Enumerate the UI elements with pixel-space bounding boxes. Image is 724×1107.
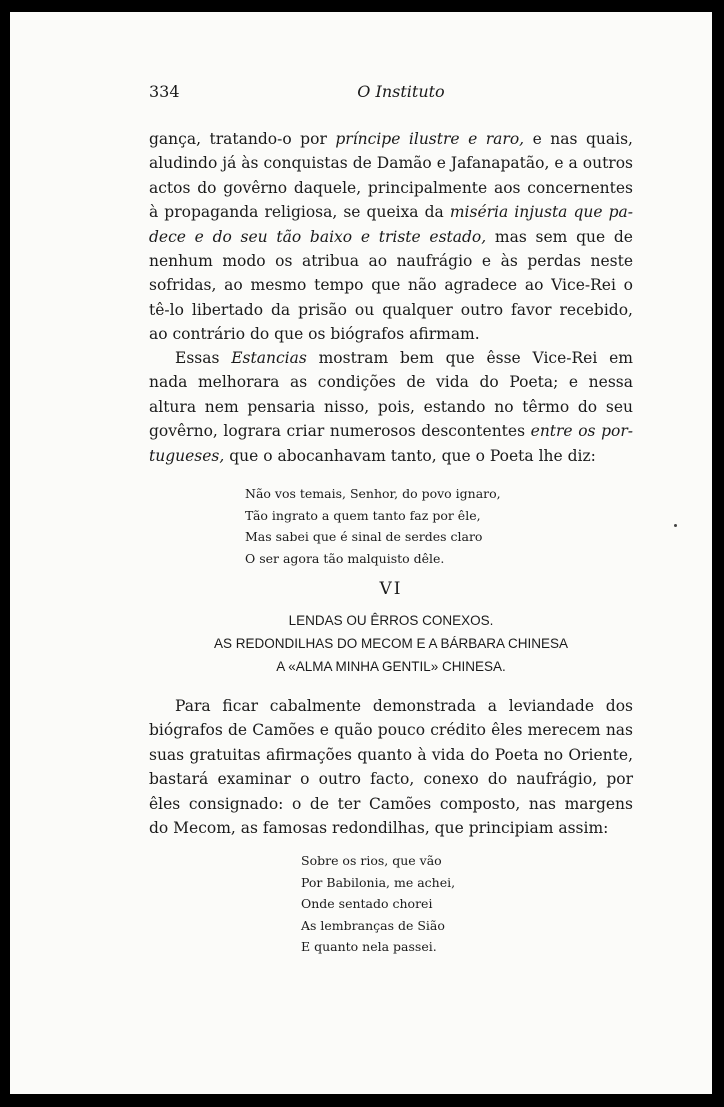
text-line	[149, 370, 633, 394]
italic-text: tugueses,	[149, 446, 225, 465]
text-line	[149, 200, 633, 224]
section-title-line: AS REDONDILHAS DO MECOM E A BÁRBARA CHINESA	[213, 636, 569, 651]
text-line	[149, 816, 633, 840]
text-line	[149, 225, 633, 249]
italic-text: príncipe ilustre e raro,	[335, 130, 525, 148]
text-run: mostram bem que êsse Vice-Rei em	[306, 349, 633, 367]
text-line	[149, 249, 633, 273]
book-page	[10, 12, 712, 1094]
text-run: sofridas, ao mesmo tempo que não agradece ao Vice-Rei o	[149, 276, 633, 295]
text-line	[149, 322, 633, 346]
text-run: e nas quais,	[524, 130, 633, 148]
page-number: 334	[149, 82, 180, 101]
text-line	[149, 419, 633, 443]
section-title	[149, 609, 633, 678]
verse-line: Onde sentado chorei	[301, 896, 433, 911]
text-run: à propaganda religiosa, se queixa da	[149, 203, 450, 222]
italic-text: entre os por-	[530, 422, 633, 441]
text-line	[149, 792, 633, 816]
page-speck	[674, 524, 677, 527]
text-line	[149, 767, 633, 791]
text-line	[149, 298, 633, 322]
verse-line: Mas sabei que é sinal de serdes claro	[245, 529, 483, 544]
text-line	[149, 127, 633, 151]
paragraph-2	[149, 346, 633, 468]
verse-line: Tão ingrato a quem tanto faz por êle,	[245, 507, 481, 523]
text-line	[149, 395, 633, 419]
text-line	[149, 694, 633, 718]
text-run: nenhum modo os atribua ao naufrágio e às perdas neste	[149, 252, 633, 271]
verse-line: As lembranças de Sião	[301, 917, 445, 933]
text-line	[149, 444, 633, 468]
verse-line: Por Babilonia, me achei,	[301, 874, 456, 890]
verse-line: Não vos temais, Senhor, do povo ignaro,	[245, 486, 501, 501]
text-run: que o abocanhavam tanto, que o Poeta lhe diz:	[224, 446, 596, 465]
text-run: bastará examinar o outro facto, conexo do naufrágio, por	[149, 770, 633, 789]
text-line	[149, 151, 633, 175]
paragraph-1	[149, 127, 633, 347]
section-title-line: A «ALMA MINHA GENTIL» CHINESA.	[276, 659, 506, 674]
text-run: do Mecom, as famosas redondilhas, que principiam assim:	[149, 819, 609, 838]
text-run: tê-lo libertado da prisão ou qualquer outro favor recebido,	[149, 300, 633, 319]
italic-text: miséria injusta que pa-	[449, 203, 633, 222]
verse-line: O ser agora tão malquisto dêle.	[245, 550, 445, 566]
text-line	[149, 346, 633, 370]
text-line	[149, 743, 633, 767]
text-run: suas gratuitas afirmações quanto à vida do Poeta no Oriente,	[149, 745, 633, 764]
text-run: aludindo já às conquistas de Damão e Jafanapatão, e a outros	[149, 154, 633, 173]
text-run: gança, tratando-o por	[149, 130, 336, 148]
text-run: govêrno, lograra criar numerosos descontentes	[149, 422, 531, 441]
text-run: Essas	[175, 349, 232, 367]
text-run: ao contrário do que os biógrafos afirmam.	[149, 325, 480, 344]
text-run: nada melhorara as condições de vida do Poeta; e nessa	[149, 373, 633, 392]
text-run: altura nem pensaria nisso, pois, estando no têrmo do seu	[149, 397, 633, 416]
italic-text: Estancias	[231, 349, 307, 367]
text-run: Para ficar cabalmente demonstrada a leviandade dos	[175, 697, 633, 715]
text-run: êles consignado: o de ter Camões composto, nas margens	[149, 794, 633, 813]
text-run: actos do govêrno daquele, principalmente aos concernentes	[149, 178, 633, 197]
text-run: biógrafos de Camões e quão pouco crédito êles merecem nas	[149, 721, 633, 740]
section-number: VI	[379, 579, 403, 599]
verse-line: Sobre os rios, que vão	[301, 853, 442, 868]
page-header	[149, 82, 633, 106]
section-title-line: LENDAS OU ÊRROS CONEXOS.	[288, 613, 494, 628]
text-run: mas sem que de	[486, 227, 633, 246]
verse-line: E quanto nela passei.	[301, 939, 437, 954]
verse-quote-2	[301, 850, 455, 958]
paragraph-3	[149, 694, 633, 840]
text-line	[149, 273, 633, 297]
verse-quote-1	[245, 483, 501, 569]
text-line	[149, 718, 633, 742]
text-line	[149, 176, 633, 200]
italic-text: dece e do seu tão baixo e triste estado,	[149, 227, 487, 246]
running-title: O Instituto	[357, 82, 445, 101]
